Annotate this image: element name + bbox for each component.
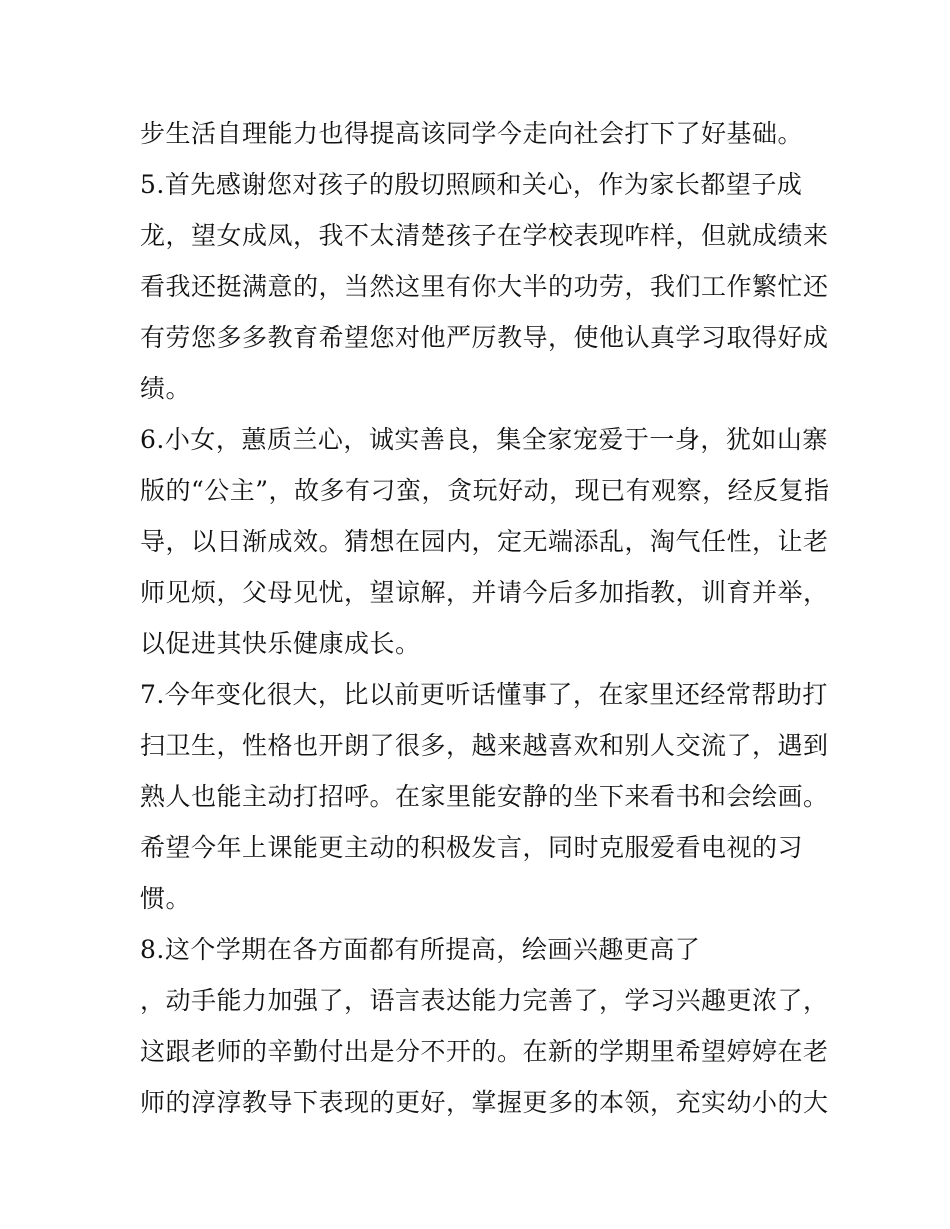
- text-line: 导，以日渐成效。猜想在园内，定无端添乱，淘气任性，让老: [140, 527, 829, 556]
- text-line: 8.这个学期在各方面都有所提高，绘画兴趣更高了: [140, 935, 701, 964]
- text-line: 绩。: [140, 374, 192, 403]
- text-line: 有劳您多多教育希望您对他严厉教导，使他认真学习取得好成: [140, 323, 829, 352]
- text-line: 师见烦，父母见忧，望谅解，并请今后多加指教，训育并举，: [140, 578, 829, 607]
- text-line: 扫卫生，性格也开朗了很多，越来越喜欢和别人交流了，遇到: [140, 731, 829, 760]
- text-line: 版的“公主”，故多有刁蛮，贪玩好动，现已有观察，经反复指: [140, 476, 830, 505]
- text-line: 步生活自理能力也得提高该同学今走向社会打下了好基础。: [140, 119, 804, 148]
- text-line: 龙，望女成凤，我不太清楚孩子在学校表现咋样，但就成绩来: [140, 221, 829, 250]
- text-line: 熟人也能主动打招呼。在家里能安静的坐下来看书和会绘画。: [140, 782, 829, 811]
- text-line: 5.首先感谢您对孩子的殷切照顾和关心，作为家长都望子成: [140, 170, 803, 199]
- text-line: 希望今年上课能更主动的积极发言，同时克服爱看电视的习: [140, 833, 804, 862]
- text-line: 以促进其快乐健康成长。: [140, 629, 421, 658]
- text-line: 这跟老师的辛勤付出是分不开的。在新的学期里希望婷婷在老: [140, 1037, 829, 1066]
- text-line: 6.小女，蕙质兰心，诚实善良，集全家宠爱于一身，犹如山寨: [140, 425, 828, 454]
- text-line: 惯。: [140, 884, 192, 913]
- text-line: ，动手能力加强了，语言表达能力完善了，学习兴趣更浓了，: [140, 986, 829, 1015]
- text-line: 7.今年变化很大，比以前更听话懂事了，在家里还经常帮助打: [140, 680, 828, 709]
- text-line: 师的淳淳教导下表现的更好，掌握更多的本领，充实幼小的大: [140, 1088, 829, 1117]
- text-line: 看我还挺满意的，当然这里有你大半的功劳，我们工作繁忙还: [140, 272, 829, 301]
- document-body-text: [140, 108, 830, 1128]
